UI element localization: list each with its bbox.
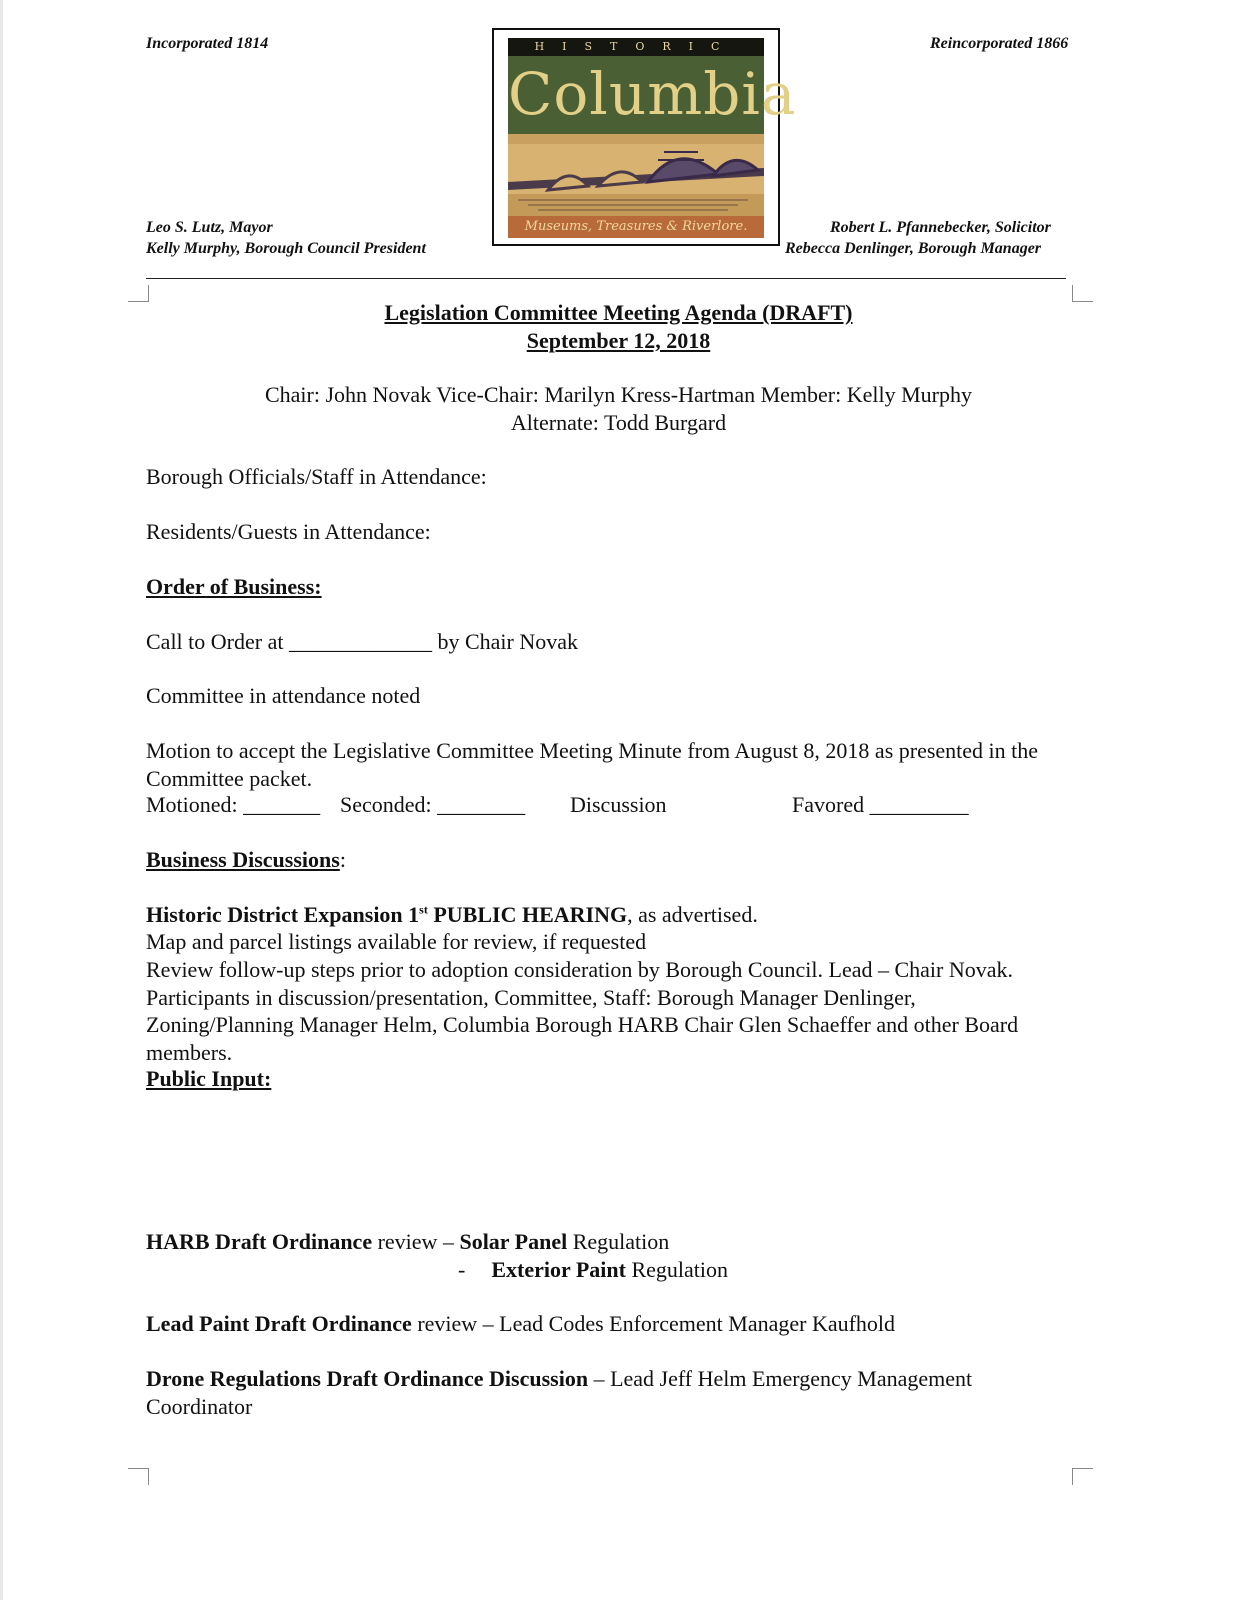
harb-review: review – xyxy=(372,1229,460,1254)
manager-text: Rebecca Denlinger, Borough Manager xyxy=(785,240,1042,257)
reincorporated-text: Reincorporated 1866 xyxy=(930,35,1069,52)
corner-mark-bottom-left xyxy=(128,1468,149,1485)
bridge-icon xyxy=(508,134,764,216)
harb-ordinance-item xyxy=(146,1229,669,1255)
header-rule xyxy=(146,278,1066,279)
committee-roles: Chair: John Novak Vice-Chair: Marilyn Kress-Hartman Member: Kelly Murphy xyxy=(264,382,972,407)
mayor-text xyxy=(146,219,273,237)
harb-bold: HARB Draft Ordinance xyxy=(146,1229,373,1254)
columbia-logo xyxy=(492,28,797,246)
historic-review-paragraph: Review follow-up steps prior to adoption consideration by Borough Council. Lead – Chair Novak. Participants in discussion/presentation, Committee, Staff: Borough Manager Denlinger, Zoning/Planning Manager Helm, Columbia Borough HARB Chair Glen Schaeffer and other Board members. xyxy=(146,957,1019,1065)
lead-bold: Lead Paint Draft Ordinance xyxy=(146,1311,412,1336)
logo-name: Columbia xyxy=(508,60,797,128)
drone-bold: Drone Regulations Draft Ordinance Discussion xyxy=(146,1366,589,1391)
page-edge xyxy=(0,0,3,1600)
harb-sub-item xyxy=(458,1257,728,1283)
drone-item xyxy=(146,1365,1066,1420)
council-president-text: Kelly Murphy, Borough Council President xyxy=(146,240,426,257)
lead-rest: review – Lead Codes Enforcement Manager Kaufhold xyxy=(411,1311,896,1336)
drone-rest: – Lead Jeff Helm Emergency Management Coordinator xyxy=(146,1366,973,1419)
historic-title2: PUBLIC HEARING xyxy=(427,902,628,927)
meeting-date: September 12, 2018 xyxy=(526,328,711,353)
motion-paragraph: Motion to accept the Legislative Committee Meeting Minute from August 8, 2018 as presented in the Committee packet. xyxy=(146,738,1039,791)
mayor-label: Leo S. Lutz, Mayor xyxy=(146,219,273,236)
lead-paint-item xyxy=(146,1311,895,1337)
harb-solar: Solar Panel xyxy=(459,1229,568,1254)
harb-dash: - xyxy=(458,1257,466,1282)
residents-line: Residents/Guests in Attendance: xyxy=(146,519,431,544)
harb-solar-rest: Regulation xyxy=(567,1229,670,1254)
historic-district-item xyxy=(146,902,758,928)
call-to-order-line: Call to Order at _____________ by Chair Novak xyxy=(146,629,578,654)
seconded-field: Seconded: ________ xyxy=(340,792,526,817)
officials-line: Borough Officials/Staff in Attendance: xyxy=(146,464,487,489)
business-discussions-heading xyxy=(146,847,346,873)
bridge-illustration xyxy=(508,134,764,216)
committee-noted-line: Committee in attendance noted xyxy=(146,683,421,708)
harb-exterior-rest: Regulation xyxy=(625,1257,728,1282)
discussion-label: Discussion xyxy=(570,792,667,817)
corner-mark-bottom-right xyxy=(1072,1468,1093,1485)
business-heading-colon: : xyxy=(339,847,346,872)
page-title: Legislation Committee Meeting Agenda (DRAFT) xyxy=(384,300,853,325)
public-input-heading: Public Input: xyxy=(146,1066,272,1091)
favored-field: Favored _________ xyxy=(792,792,969,817)
logo-tagline: Museums, Treasures & Riverlore. xyxy=(508,216,764,238)
historic-title: Historic District Expansion 1 xyxy=(146,902,420,927)
business-heading-text: Business Discussions xyxy=(146,847,340,872)
historic-rest: , as advertised. xyxy=(627,902,758,927)
historic-sup: st xyxy=(419,902,428,917)
incorporated-text: Incorporated 1814 xyxy=(146,35,269,52)
logo-historic-band: HISTORIC xyxy=(508,38,764,56)
historic-map-line: Map and parcel listings available for review, if requested xyxy=(146,929,647,954)
order-of-business-heading: Order of Business: xyxy=(146,574,322,599)
motioned-field: Motioned: _______ xyxy=(146,792,321,817)
harb-exterior: Exterior Paint xyxy=(491,1257,626,1282)
solicitor-text: Robert L. Pfannebecker, Solicitor xyxy=(830,219,1051,236)
committee-alternate: Alternate: Todd Burgard xyxy=(510,410,727,435)
